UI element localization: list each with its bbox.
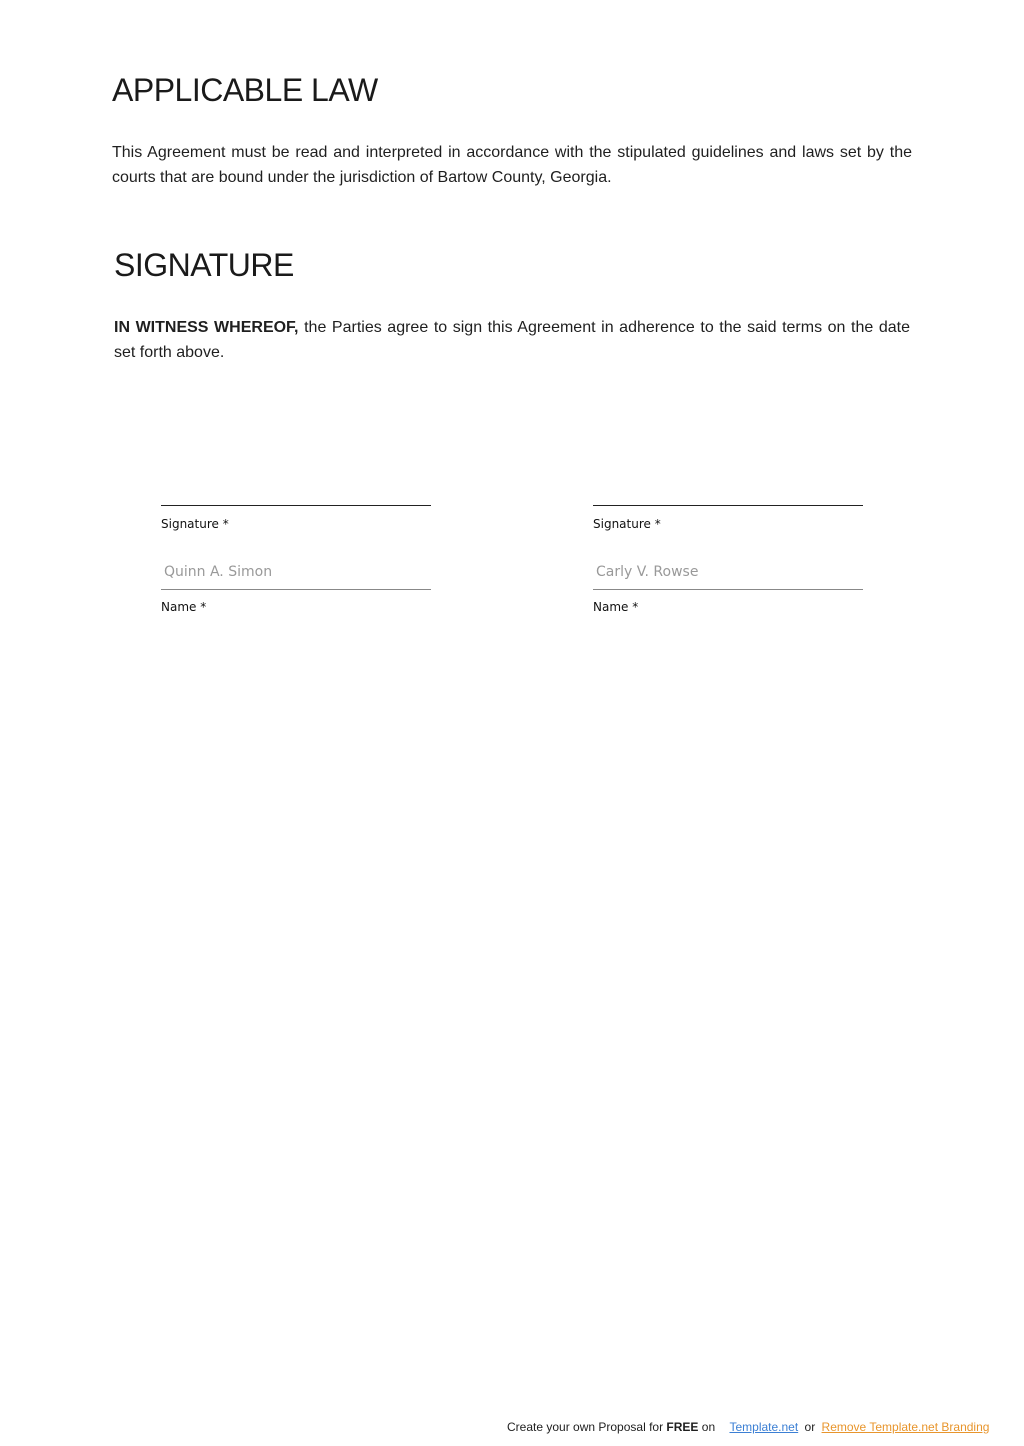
footer-free: FREE bbox=[666, 1420, 699, 1434]
signature-body bbox=[114, 315, 910, 365]
name-field[interactable]: Quinn A. Simon bbox=[161, 555, 431, 590]
applicable-law-body: This Agreement must be read and interpreted in accordance with the stipulated guidelines and laws set by the courts that are bound under the jurisdiction of Bartow County, Georgia. bbox=[112, 144, 912, 186]
witness-lead: IN WITNESS WHEREOF, bbox=[114, 319, 299, 336]
remove-branding-link[interactable]: Remove Template.net Branding bbox=[821, 1420, 990, 1434]
name-label: Name * bbox=[161, 600, 207, 614]
signature-label: Signature * bbox=[161, 517, 229, 531]
signature-line[interactable] bbox=[593, 505, 863, 506]
signer-block-2 bbox=[593, 505, 863, 614]
footer-text: Create your own Proposal for bbox=[507, 1420, 667, 1434]
signature-line[interactable] bbox=[161, 505, 431, 506]
signer-block-1 bbox=[161, 505, 431, 614]
footer-or: or bbox=[804, 1420, 816, 1434]
branding-footer bbox=[507, 1420, 989, 1434]
name-label: Name * bbox=[593, 600, 639, 614]
witness-text: the Parties agree to sign this Agreement in adherence to the said terms on the date set forth above. bbox=[114, 319, 911, 361]
signature-heading: SIGNATURE bbox=[114, 247, 294, 283]
template-net-link[interactable]: Template.net bbox=[729, 1420, 799, 1434]
applicable-law-heading: APPLICABLE LAW bbox=[112, 72, 378, 108]
signature-label: Signature * bbox=[593, 517, 661, 531]
footer-on: on bbox=[698, 1420, 716, 1434]
name-field[interactable]: Carly V. Rowse bbox=[593, 555, 863, 590]
